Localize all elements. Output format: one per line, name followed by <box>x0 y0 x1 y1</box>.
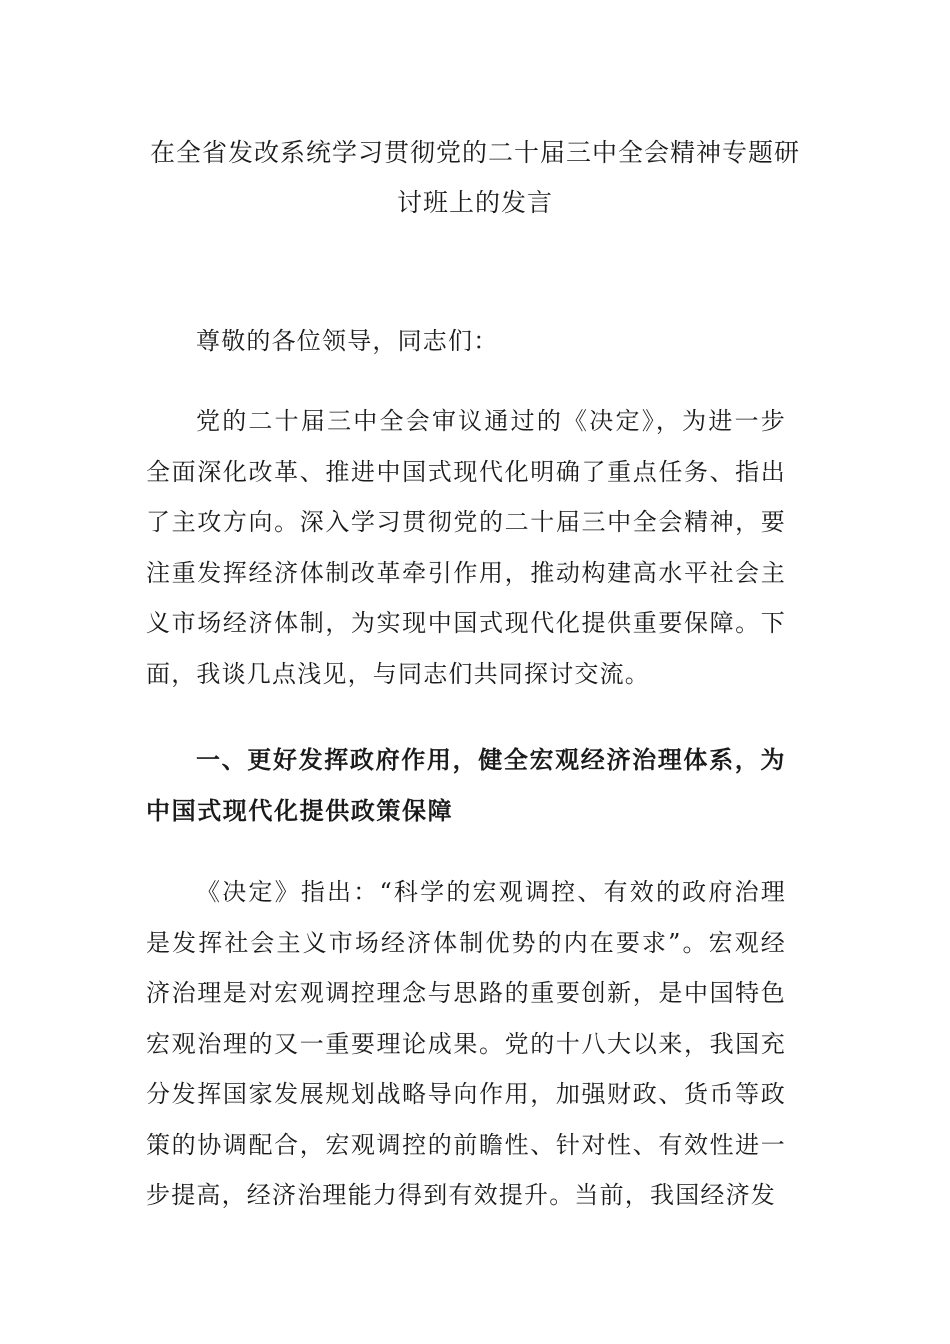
intro-paragraph: 党的二十届三中全会审议通过的《决定》，为进一步全面深化改革、推进中国式现代化明确了重点任务、指出了主攻方向。深入学习贯彻党的二十届三中全会精神，要注重发挥经济体制改革牵引作用，推动构建高水平社会主义市场经济体制，为实现中国式现代化提供重要保障。下面，我谈几点浅见，与同志们共同探讨交流。 <box>146 407 786 688</box>
salutation: 尊敬的各位领导，同志们： <box>196 327 499 355</box>
document-title: 在全省发改系统学习贯彻党的二十届三中全会精神专题研讨班上的发言 <box>149 138 800 217</box>
section-1-body: 《决定》指出：“科学的宏观调控、有效的政府治理是发挥社会主义市场经济体制优势的内在要求”。宏观经济治理是对宏观调控理念与思路的重要创新，是中国特色宏观治理的又一重要理论成果。党的十八大以来，我国充分发挥国家发展规划战略导向作用，加强财政、货币等政策的协调配合，宏观调控的前瞻性、针对性、有效性进一步提高，经济治理能力得到有效提升。当前，我国经济发 <box>146 878 786 1209</box>
section-1-heading: 一、更好发挥政府作用，健全宏观经济治理体系，为中国式现代化提供政策保障 <box>146 746 786 825</box>
